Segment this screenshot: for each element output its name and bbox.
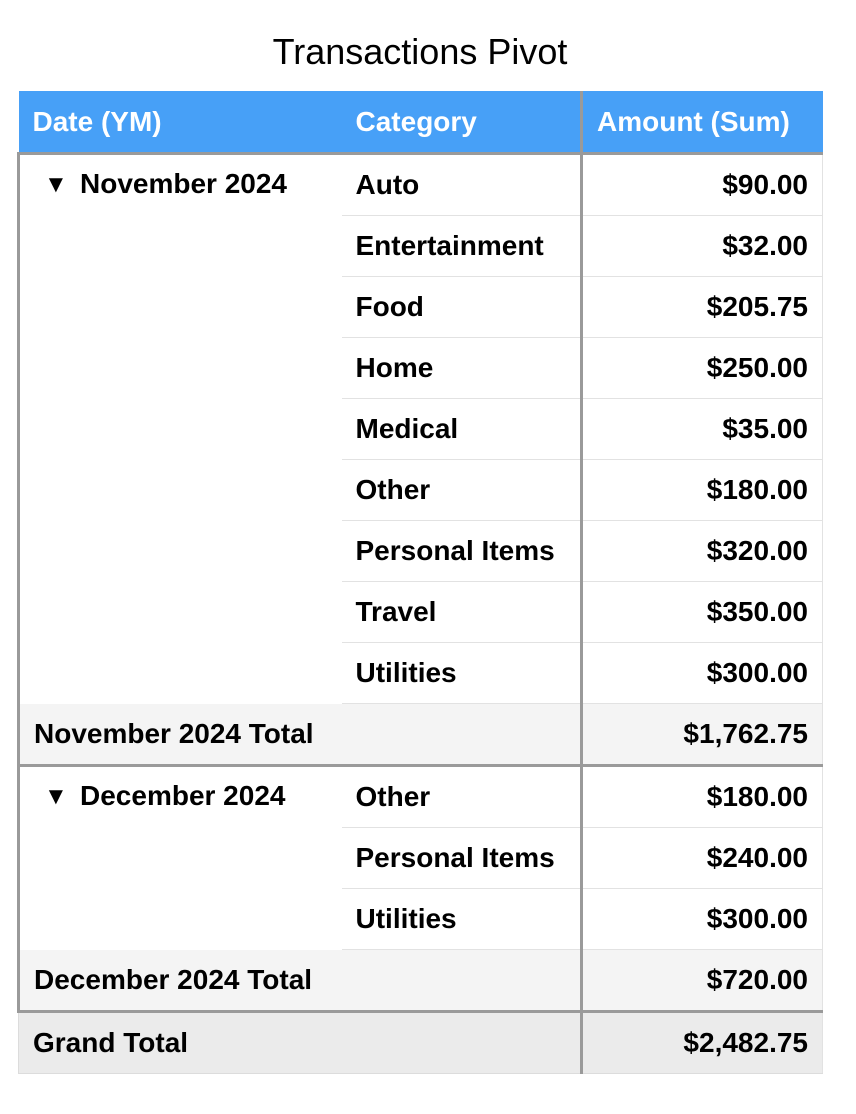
grand-total-row: [19, 1012, 823, 1074]
pivot-body: [19, 154, 823, 1074]
amount-cell[interactable]: $205.75: [582, 277, 823, 338]
amount-cell[interactable]: $35.00: [582, 399, 823, 460]
header-category[interactable]: Category: [342, 91, 582, 154]
amount-cell[interactable]: $300.00: [582, 643, 823, 704]
amount-cell[interactable]: $90.00: [582, 154, 823, 216]
category-cell[interactable]: Travel: [342, 582, 582, 643]
group-label: December 2024: [80, 780, 286, 811]
category-cell[interactable]: Other: [342, 766, 582, 828]
amount-cell[interactable]: $180.00: [582, 766, 823, 828]
grand-total-amount[interactable]: $2,482.75: [582, 1012, 823, 1074]
subtotal-empty-cell: [342, 704, 582, 766]
category-cell[interactable]: Medical: [342, 399, 582, 460]
subtotal-amount[interactable]: $720.00: [582, 950, 823, 1012]
amount-cell[interactable]: $32.00: [582, 216, 823, 277]
amount-cell[interactable]: $350.00: [582, 582, 823, 643]
category-cell[interactable]: Other: [342, 460, 582, 521]
pivot-header: [19, 91, 823, 154]
subtotal-amount[interactable]: $1,762.75: [582, 704, 823, 766]
category-cell[interactable]: Food: [342, 277, 582, 338]
grand-total-label[interactable]: Grand Total: [19, 1012, 582, 1074]
category-cell[interactable]: Home: [342, 338, 582, 399]
amount-cell[interactable]: $240.00: [582, 828, 823, 889]
category-cell[interactable]: Personal Items: [342, 828, 582, 889]
amount-cell[interactable]: $320.00: [582, 521, 823, 582]
subtotal-label[interactable]: December 2024 Total: [19, 950, 342, 1012]
disclosure-triangle-icon[interactable]: ▼: [44, 783, 68, 810]
amount-cell[interactable]: $250.00: [582, 338, 823, 399]
pivot-title: Transactions Pivot: [272, 31, 568, 72]
amount-cell[interactable]: $300.00: [582, 889, 823, 950]
disclosure-triangle-icon[interactable]: ▼: [44, 171, 68, 198]
group-date-cell: [19, 154, 342, 704]
table-row: [19, 766, 823, 828]
category-cell[interactable]: Utilities: [342, 889, 582, 950]
category-cell[interactable]: Utilities: [342, 643, 582, 704]
subtotal-label[interactable]: November 2024 Total: [19, 704, 342, 766]
pivot-table: [17, 91, 823, 1074]
category-cell[interactable]: Auto: [342, 154, 582, 216]
table-row: [19, 154, 823, 216]
header-row: [19, 91, 823, 154]
subtotal-empty-cell: [342, 950, 582, 1012]
header-amount[interactable]: Amount (Sum): [582, 91, 823, 154]
category-cell[interactable]: Entertainment: [342, 216, 582, 277]
amount-cell[interactable]: $180.00: [582, 460, 823, 521]
subtotal-row: [19, 950, 823, 1012]
subtotal-row: [19, 704, 823, 766]
group-date-cell: [19, 766, 342, 950]
group-label: November 2024: [80, 168, 288, 199]
header-date[interactable]: Date (YM): [19, 91, 342, 154]
category-cell[interactable]: Personal Items: [342, 521, 582, 582]
